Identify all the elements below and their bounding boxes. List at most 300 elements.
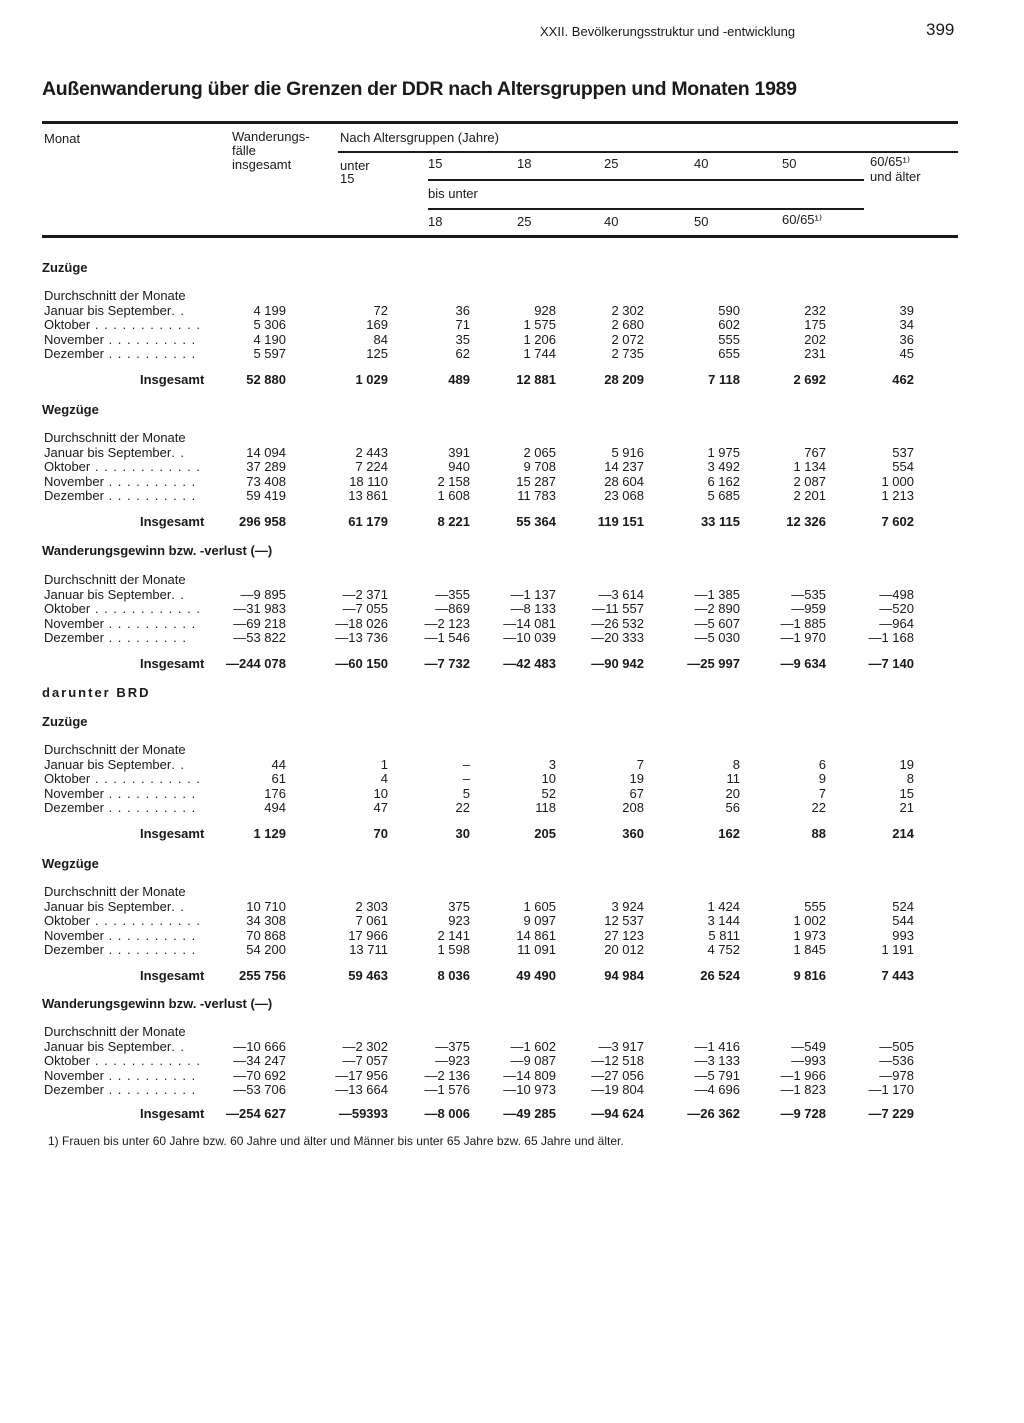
table-cell: 27 123 — [604, 927, 644, 943]
table-cell: —375 — [435, 1038, 470, 1054]
table-cell: —3 917 — [598, 1038, 644, 1054]
table-cell: 10 — [373, 785, 388, 801]
table-cell: 54 200 — [246, 942, 286, 957]
total-cell: 61 179 — [348, 514, 388, 529]
table-cell: —1 170 — [868, 1082, 914, 1097]
row-label-text: Oktober — [44, 771, 91, 786]
table-cell: 231 — [804, 346, 826, 361]
total-cell: 214 — [892, 826, 914, 841]
row-label-text: Durchschnitt der Monate — [44, 742, 186, 757]
total-row — [0, 1106, 1024, 1121]
row-label — [44, 303, 216, 318]
header-from-0: 15 — [428, 156, 443, 171]
table-cell: 37 289 — [246, 459, 286, 474]
table-cell: 7 061 — [355, 913, 388, 928]
table-row — [0, 459, 1024, 474]
table-cell: 655 — [718, 346, 740, 361]
table-cell: —7 057 — [342, 1053, 388, 1068]
table-cell: 14 237 — [604, 459, 644, 474]
table-cell: —536 — [879, 1053, 914, 1068]
table-cell: 15 287 — [516, 473, 556, 489]
total-cell: —42 483 — [503, 656, 556, 671]
total-cell: 33 115 — [700, 514, 740, 529]
table-cell: —31 983 — [233, 601, 286, 616]
row-label-text: Januar bis September — [44, 444, 172, 460]
header-rule-age — [338, 151, 958, 153]
leader-dots: . . — [171, 1038, 186, 1054]
table-cell: 18 110 — [349, 473, 388, 489]
table-cell: 202 — [804, 331, 826, 347]
table-cell: —505 — [879, 1038, 914, 1054]
table-cell: —1 385 — [694, 586, 740, 602]
row-label — [44, 913, 216, 928]
table-cell: —18 026 — [335, 615, 388, 631]
table-cell: —1 546 — [424, 630, 470, 645]
table-cell: 28 604 — [604, 473, 644, 489]
leader-dots: . . . . . . . . . . — [103, 927, 197, 943]
header-to-1: 25 — [517, 214, 532, 229]
table-cell: —355 — [435, 586, 470, 602]
table-cell: 1 206 — [523, 331, 556, 347]
table-cell: —959 — [791, 601, 826, 616]
table-cell: —53 822 — [233, 630, 286, 645]
row-label-text: Oktober — [44, 913, 91, 928]
table-cell: 73 408 — [246, 473, 286, 489]
leader-dots: . . — [171, 302, 186, 318]
table-cell: 1 744 — [523, 346, 556, 361]
table-cell: 1 608 — [437, 488, 470, 503]
table-cell: 3 144 — [707, 913, 740, 928]
leader-dots: . . . . . . . . . . — [103, 785, 197, 801]
row-label — [44, 884, 216, 899]
row-label — [44, 800, 216, 815]
header-last-1: 60/65¹⁾ — [870, 154, 911, 169]
table-cell: 9 097 — [523, 913, 556, 928]
header-from-1: 18 — [517, 156, 532, 171]
total-cell: 296 958 — [239, 514, 286, 529]
total-cell: —49 285 — [503, 1106, 556, 1121]
table-cell: 13 711 — [349, 942, 388, 957]
header-from-3: 40 — [694, 156, 709, 171]
row-label-text: Dezember — [44, 800, 104, 815]
row-label — [44, 317, 216, 332]
table-cell: 44 — [271, 756, 286, 772]
leader-dots: . . . . . . . . . . — [103, 942, 197, 957]
total-cell: 7 602 — [881, 514, 914, 529]
row-label — [44, 1082, 216, 1097]
table-cell: —70 692 — [233, 1067, 286, 1083]
header-to-3: 50 — [694, 214, 709, 229]
table-cell: 6 — [818, 756, 826, 772]
table-cell: —9 895 — [240, 586, 286, 602]
total-cell: 7 443 — [881, 968, 914, 983]
header-bis-unter: bis unter — [428, 186, 478, 201]
table-cell: —1 137 — [510, 586, 556, 602]
table-row — [0, 430, 1024, 445]
table-cell: —5 791 — [694, 1067, 740, 1083]
table-cell: 1 — [380, 756, 388, 772]
row-label — [44, 1068, 216, 1083]
table-cell: —1 970 — [780, 630, 826, 645]
table-cell: —53 706 — [233, 1082, 286, 1097]
total-cell: 26 524 — [700, 968, 740, 983]
table-cell: 118 — [535, 800, 556, 815]
leader-dots: . . . . . . . . . . . . — [90, 771, 201, 786]
leader-dots: . . . . . . . . . . — [103, 346, 197, 361]
total-cell: —60 150 — [335, 656, 388, 671]
table-cell: 35 — [455, 331, 470, 347]
table-cell: —5 607 — [694, 615, 740, 631]
total-cell: —94 624 — [591, 1106, 644, 1121]
total-cell: 360 — [622, 826, 644, 841]
leader-dots: . . — [171, 756, 186, 772]
table-cell: 3 492 — [707, 459, 740, 474]
table-row — [0, 1068, 1024, 1083]
section-heading: Zuzüge — [42, 714, 88, 729]
row-label-text: Januar bis September — [44, 1038, 172, 1054]
table-cell: 524 — [892, 898, 914, 914]
total-label: Insgesamt — [140, 372, 205, 387]
total-cell: —90 942 — [591, 656, 644, 671]
table-cell: 375 — [448, 898, 470, 914]
total-cell: 462 — [892, 372, 914, 387]
leader-dots: . . — [171, 586, 186, 602]
row-label-text: November — [44, 1067, 104, 1083]
table-cell: 1 605 — [523, 898, 556, 914]
table-cell: —14 809 — [503, 1067, 556, 1083]
leader-dots: . . . . . . . . . . — [103, 473, 197, 489]
total-cell: 1 129 — [253, 826, 286, 841]
table-row — [0, 587, 1024, 602]
row-label — [44, 488, 216, 503]
row-label — [44, 928, 216, 943]
row-label-text: Oktober — [44, 459, 91, 474]
table-cell: 14 094 — [246, 444, 286, 460]
table-cell: 6 162 — [707, 473, 740, 489]
header-nach-altersgruppen: Nach Altersgruppen (Jahre) — [340, 130, 499, 145]
table-cell: —2 136 — [424, 1067, 470, 1083]
table-cell: 5 916 — [611, 444, 644, 460]
table-cell: —4 696 — [694, 1082, 740, 1097]
total-cell: 8 036 — [437, 968, 470, 983]
total-cell: —9 634 — [780, 656, 826, 671]
table-cell: 4 199 — [253, 302, 286, 318]
table-cell: 208 — [622, 800, 644, 815]
table-row — [0, 1053, 1024, 1068]
table-cell: —19 804 — [591, 1082, 644, 1097]
total-label: Insgesamt — [140, 514, 205, 529]
total-cell: —7 140 — [868, 656, 914, 671]
table-cell: 4 752 — [707, 942, 740, 957]
page-title: Außenwanderung über die Grenzen der DDR nach Altersgruppen und Monaten 1989 — [42, 78, 797, 100]
table-cell: —2 890 — [694, 601, 740, 616]
table-cell: 555 — [804, 898, 826, 914]
total-cell: 59 463 — [348, 968, 388, 983]
table-cell: 19 — [629, 771, 644, 786]
table-cell: —9 087 — [510, 1053, 556, 1068]
table-row — [0, 288, 1024, 303]
total-cell: —244 078 — [226, 656, 286, 671]
table-cell: —498 — [879, 586, 914, 602]
table-cell: —993 — [791, 1053, 826, 1068]
table-cell: 11 091 — [517, 942, 556, 957]
leader-dots: . . . . . . . . . . — [103, 1067, 197, 1083]
table-cell: 2 201 — [793, 488, 826, 503]
leader-dots: . . . . . . . . . . — [103, 331, 197, 347]
table-cell: 2 735 — [611, 346, 644, 361]
header-bottom-rule — [42, 235, 958, 238]
total-cell: —26 362 — [687, 1106, 740, 1121]
row-label — [44, 587, 216, 602]
total-cell: —7 732 — [424, 656, 470, 671]
total-label: Insgesamt — [140, 1106, 205, 1121]
row-label-text: November — [44, 615, 104, 631]
table-cell: 1 598 — [437, 942, 470, 957]
table-cell: —27 056 — [591, 1067, 644, 1083]
table-row — [0, 757, 1024, 772]
table-cell: 47 — [373, 800, 388, 815]
table-cell: 537 — [892, 444, 914, 460]
table-cell: 1 424 — [707, 898, 740, 914]
table-cell: 20 012 — [604, 942, 644, 957]
header-wanderungsfaelle-2: fälle — [232, 143, 256, 158]
row-label-text: Dezember — [44, 942, 104, 957]
row-label-text: Oktober — [44, 1053, 91, 1068]
table-cell: 2 065 — [523, 444, 556, 460]
table-row — [0, 800, 1024, 815]
row-label-text: Durchschnitt der Monate — [44, 884, 186, 899]
page-number: 399 — [926, 20, 955, 39]
table-cell: 12 537 — [604, 913, 644, 928]
table-cell: —10 666 — [233, 1038, 286, 1054]
table-row — [0, 616, 1024, 631]
table-cell: 36 — [899, 331, 914, 347]
table-cell: 34 — [899, 317, 914, 332]
table-cell: 15 — [899, 785, 914, 801]
table-cell: —10 973 — [503, 1082, 556, 1097]
table-cell: 20 — [725, 785, 740, 801]
total-cell: —254 627 — [226, 1106, 286, 1121]
table-cell: —69 218 — [233, 615, 286, 631]
table-cell: —1 885 — [780, 615, 826, 631]
table-cell: 9 708 — [523, 459, 556, 474]
table-cell: 3 924 — [611, 898, 644, 914]
table-cell: —13 736 — [335, 630, 388, 645]
table-cell: 13 861 — [348, 488, 388, 503]
row-label-text: Durchschnitt der Monate — [44, 288, 186, 303]
row-label-text: Dezember — [44, 346, 104, 361]
table-row — [0, 332, 1024, 347]
table-cell: 391 — [448, 444, 470, 460]
table-cell: 71 — [455, 317, 470, 332]
table-cell: —1 966 — [780, 1067, 826, 1083]
row-label — [44, 459, 216, 474]
total-row — [0, 372, 1024, 387]
table-row — [0, 942, 1024, 957]
table-cell: —2 302 — [342, 1038, 388, 1054]
table-cell: —2 123 — [424, 615, 470, 631]
header-to-0: 18 — [428, 214, 443, 229]
total-cell: —9 728 — [780, 1106, 826, 1121]
total-cell: 489 — [448, 372, 470, 387]
table-cell: 21 — [899, 800, 914, 815]
row-label — [44, 572, 216, 587]
total-row — [0, 656, 1024, 671]
total-cell: —7 229 — [868, 1106, 914, 1121]
table-cell: 940 — [448, 459, 470, 474]
leader-dots: . . . . . . . . . . . . — [90, 913, 201, 928]
table-cell: 5 306 — [253, 317, 286, 332]
table-cell: 1 845 — [793, 942, 826, 957]
table-cell: 61 — [271, 771, 286, 786]
row-label — [44, 430, 216, 445]
table-cell: 5 597 — [253, 346, 286, 361]
table-row — [0, 346, 1024, 361]
table-cell: —2 371 — [342, 586, 388, 602]
table-row — [0, 899, 1024, 914]
table-cell: 52 — [541, 785, 556, 801]
row-label — [44, 757, 216, 772]
total-cell: 162 — [718, 826, 740, 841]
table-cell: 1 975 — [707, 444, 740, 460]
table-cell: 2 302 — [611, 302, 644, 318]
header-wanderungsfaelle-3: insgesamt — [232, 157, 292, 172]
row-label-text: Durchschnitt der Monate — [44, 1024, 186, 1039]
table-cell: —869 — [435, 601, 470, 616]
table-cell: —535 — [791, 586, 826, 602]
total-cell: 8 221 — [437, 514, 470, 529]
table-row — [0, 630, 1024, 645]
table-cell: —1 168 — [868, 630, 914, 645]
header-rule-to — [428, 208, 864, 210]
row-label — [44, 899, 216, 914]
table-row — [0, 913, 1024, 928]
leader-dots: . . . . . . . . . . — [103, 615, 197, 631]
section-heading: Wegzüge — [42, 856, 99, 871]
table-cell: 1 575 — [523, 317, 556, 332]
table-cell: —1 576 — [424, 1082, 470, 1097]
table-cell: 39 — [899, 302, 914, 318]
row-label — [44, 742, 216, 757]
total-cell: 70 — [373, 826, 388, 841]
total-cell: 55 364 — [516, 514, 556, 529]
table-cell: —520 — [879, 601, 914, 616]
footnote: 1) Frauen bis unter 60 Jahre bzw. 60 Jahre und älter und Männer bis unter 65 Jahre bzw. 65 Jahre und älter. — [48, 1134, 624, 1148]
table-cell: —14 081 — [503, 615, 556, 631]
table-cell: 34 308 — [246, 913, 286, 928]
header-last-2: und älter — [870, 169, 921, 184]
table-row — [0, 445, 1024, 460]
row-label-text: Januar bis September — [44, 898, 172, 914]
table-cell: 8 — [732, 756, 740, 772]
table-cell: —13 664 — [335, 1082, 388, 1097]
row-label-text: Oktober — [44, 317, 91, 332]
table-cell: 9 — [818, 771, 826, 786]
header-from-2: 25 — [604, 156, 619, 171]
total-cell: 205 — [534, 826, 556, 841]
table-cell: 2 303 — [355, 898, 388, 914]
row-label-text: Durchschnitt der Monate — [44, 430, 186, 445]
header-wanderungsfaelle-1: Wanderungs- — [232, 129, 310, 144]
table-cell: 17 966 — [348, 927, 388, 943]
table-cell: 22 — [455, 800, 470, 815]
group-label: darunter BRD — [42, 685, 151, 700]
table-row — [0, 742, 1024, 757]
table-cell: —5 030 — [694, 630, 740, 645]
table-cell: 7 224 — [355, 459, 388, 474]
table-cell: 5 811 — [708, 927, 740, 943]
row-label-text: Januar bis September — [44, 302, 172, 318]
header-top-rule — [42, 121, 958, 124]
table-cell: —20 333 — [591, 630, 644, 645]
row-label-text: Januar bis September — [44, 586, 172, 602]
total-cell: —25 997 — [687, 656, 740, 671]
section-heading: Wegzüge — [42, 402, 99, 417]
total-cell: —8 006 — [424, 1106, 470, 1121]
table-cell: 45 — [899, 346, 914, 361]
total-cell: 119 151 — [597, 514, 644, 529]
leader-dots: . . . . . . . . . . . . — [90, 459, 201, 474]
table-cell: 176 — [264, 785, 286, 801]
table-cell: 5 685 — [707, 488, 740, 503]
row-label-text: Dezember — [44, 488, 104, 503]
section-heading: Wanderungsgewinn bzw. -verlust (—) — [42, 543, 273, 558]
table-cell: 10 — [541, 771, 556, 786]
row-label — [44, 771, 216, 786]
table-cell: 11 783 — [517, 488, 556, 503]
total-cell: 88 — [811, 826, 826, 841]
row-label — [44, 942, 216, 957]
table-cell: 554 — [892, 459, 914, 474]
section-heading: Wanderungsgewinn bzw. -verlust (—) — [42, 996, 273, 1011]
total-cell: 1 029 — [355, 372, 388, 387]
table-row — [0, 1039, 1024, 1054]
table-cell: —11 557 — [592, 601, 644, 616]
total-cell: 12 881 — [516, 372, 556, 387]
table-cell: 993 — [892, 927, 914, 943]
running-head: XXII. Bevölkerungsstruktur und -entwicklung — [540, 24, 796, 39]
table-row — [0, 1024, 1024, 1039]
total-cell: —59393 — [338, 1106, 388, 1121]
table-cell: 4 — [380, 771, 388, 786]
leader-dots: . . . . . . . . . . — [103, 1082, 197, 1097]
table-cell: 1 000 — [881, 473, 914, 489]
table-row — [0, 601, 1024, 616]
table-cell: 125 — [366, 346, 388, 361]
row-label — [44, 616, 216, 631]
row-label-text: Januar bis September — [44, 756, 172, 772]
table-cell: —8 133 — [510, 601, 556, 616]
total-cell: 28 209 — [604, 372, 644, 387]
table-cell: 8 — [906, 771, 914, 786]
table-cell: 7 — [636, 756, 644, 772]
row-label — [44, 332, 216, 347]
table-cell: —3 133 — [694, 1053, 740, 1068]
table-cell: 590 — [718, 302, 740, 318]
row-label — [44, 346, 216, 361]
table-cell: 544 — [892, 913, 914, 928]
total-cell: 9 816 — [793, 968, 826, 983]
header-to-4: 60/65¹⁾ — [782, 212, 823, 227]
table-cell: 1 213 — [881, 488, 914, 503]
row-label — [44, 601, 216, 616]
row-label — [44, 1053, 216, 1068]
total-cell: 49 490 — [516, 968, 556, 983]
table-cell: —1 823 — [780, 1082, 826, 1097]
row-label — [44, 630, 216, 645]
row-label — [44, 474, 216, 489]
total-cell: 30 — [455, 826, 470, 841]
